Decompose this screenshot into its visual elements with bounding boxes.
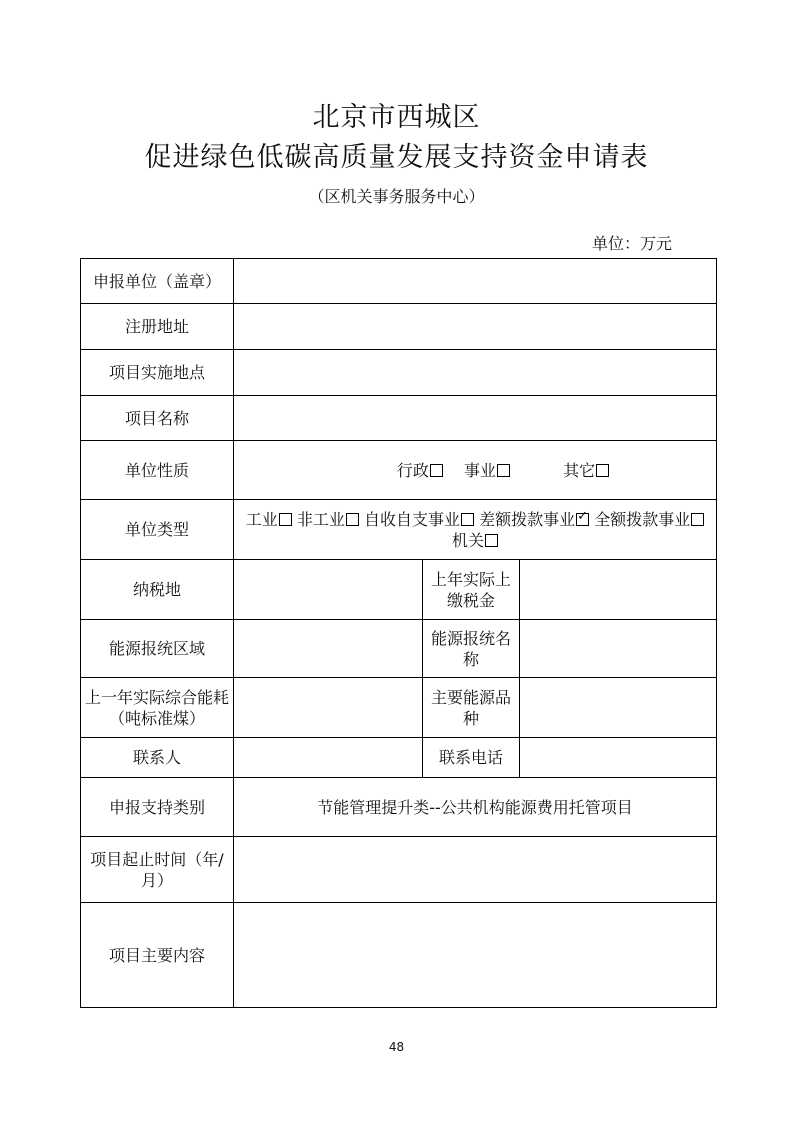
address-label: 注册地址 [81, 304, 234, 350]
type-option-non-industrial[interactable]: 非工业 [297, 510, 359, 529]
checkbox-checked-icon[interactable] [576, 513, 589, 526]
tax-place-field[interactable] [234, 560, 423, 620]
energy-consumption-field[interactable] [234, 678, 423, 738]
form-title-line1: 北京市西城区 [312, 102, 481, 133]
table-row [81, 500, 717, 560]
applicant-field[interactable] [234, 259, 717, 304]
period-label: 项目起止时间（年/月） [81, 837, 234, 903]
form-title-line2: 促进绿色低碳高质量发展支持资金申请表 [144, 142, 649, 173]
checkbox-icon[interactable] [346, 513, 359, 526]
category-value: 节能管理提升类--公共机构能源费用托管项目 [234, 778, 717, 837]
table-row [81, 903, 717, 1008]
content-label: 项目主要内容 [81, 903, 234, 1008]
energy-consumption-label: 上一年实际综合能耗（吨标准煤） [81, 678, 234, 738]
table-row [81, 560, 717, 620]
type-option-full-funded[interactable]: 全额拨款事业 [594, 510, 704, 529]
type-option-agency[interactable]: 机关 [452, 531, 498, 550]
nature-label: 单位性质 [81, 441, 234, 500]
checkbox-icon[interactable] [596, 464, 609, 477]
table-row [81, 738, 717, 778]
table-row [81, 778, 717, 837]
checkbox-icon[interactable] [461, 513, 474, 526]
project-name-field[interactable] [234, 396, 717, 441]
application-form-table [80, 258, 717, 1008]
unit-label: 单位：万元 [592, 234, 673, 253]
checkbox-icon[interactable] [691, 513, 704, 526]
checkbox-icon[interactable] [279, 513, 292, 526]
energy-type-label: 主要能源品种 [423, 678, 520, 738]
type-label: 单位类型 [81, 500, 234, 560]
table-row [81, 678, 717, 738]
applicant-label: 申报单位（盖章） [81, 259, 234, 304]
energy-type-field[interactable] [520, 678, 717, 738]
table-row [81, 441, 717, 500]
checkbox-icon[interactable] [497, 464, 510, 477]
energy-name-label: 能源报统名称 [423, 620, 520, 678]
type-option-self-funded[interactable]: 自收自支事业 [364, 510, 474, 529]
tax-last-year-label: 上年实际上缴税金 [423, 560, 520, 620]
energy-region-field[interactable] [234, 620, 423, 678]
location-label: 项目实施地点 [81, 350, 234, 396]
type-option-differential[interactable]: 差额拨款事业✓ [479, 510, 589, 529]
energy-region-label: 能源报统区域 [81, 620, 234, 678]
contact-label: 联系人 [81, 738, 234, 778]
tax-place-label: 纳税地 [81, 560, 234, 620]
nature-option-public[interactable]: 事业 [464, 461, 510, 480]
period-field[interactable] [234, 837, 717, 903]
tax-last-year-field[interactable] [520, 560, 717, 620]
table-row [81, 620, 717, 678]
table-row [81, 259, 717, 304]
form-subtitle: （区机关事务服务中心） [308, 187, 485, 206]
phone-field[interactable] [520, 738, 717, 778]
table-row [81, 350, 717, 396]
table-row [81, 304, 717, 350]
content-field[interactable] [234, 903, 717, 1008]
energy-name-field[interactable] [520, 620, 717, 678]
type-options [234, 500, 717, 560]
nature-options [234, 441, 717, 500]
checkbox-icon[interactable] [485, 534, 498, 547]
category-label: 申报支持类别 [81, 778, 234, 837]
nature-option-admin[interactable]: 行政 [397, 461, 443, 480]
phone-label: 联系电话 [423, 738, 520, 778]
checkbox-icon[interactable] [430, 464, 443, 477]
project-name-label: 项目名称 [81, 396, 234, 441]
table-row [81, 396, 717, 441]
location-field[interactable] [234, 350, 717, 396]
table-row [81, 837, 717, 903]
type-option-industrial[interactable]: 工业 [246, 510, 292, 529]
page-number: 48 [388, 1040, 405, 1054]
nature-option-other[interactable]: 其它 [563, 461, 609, 480]
contact-field[interactable] [234, 738, 423, 778]
address-field[interactable] [234, 304, 717, 350]
